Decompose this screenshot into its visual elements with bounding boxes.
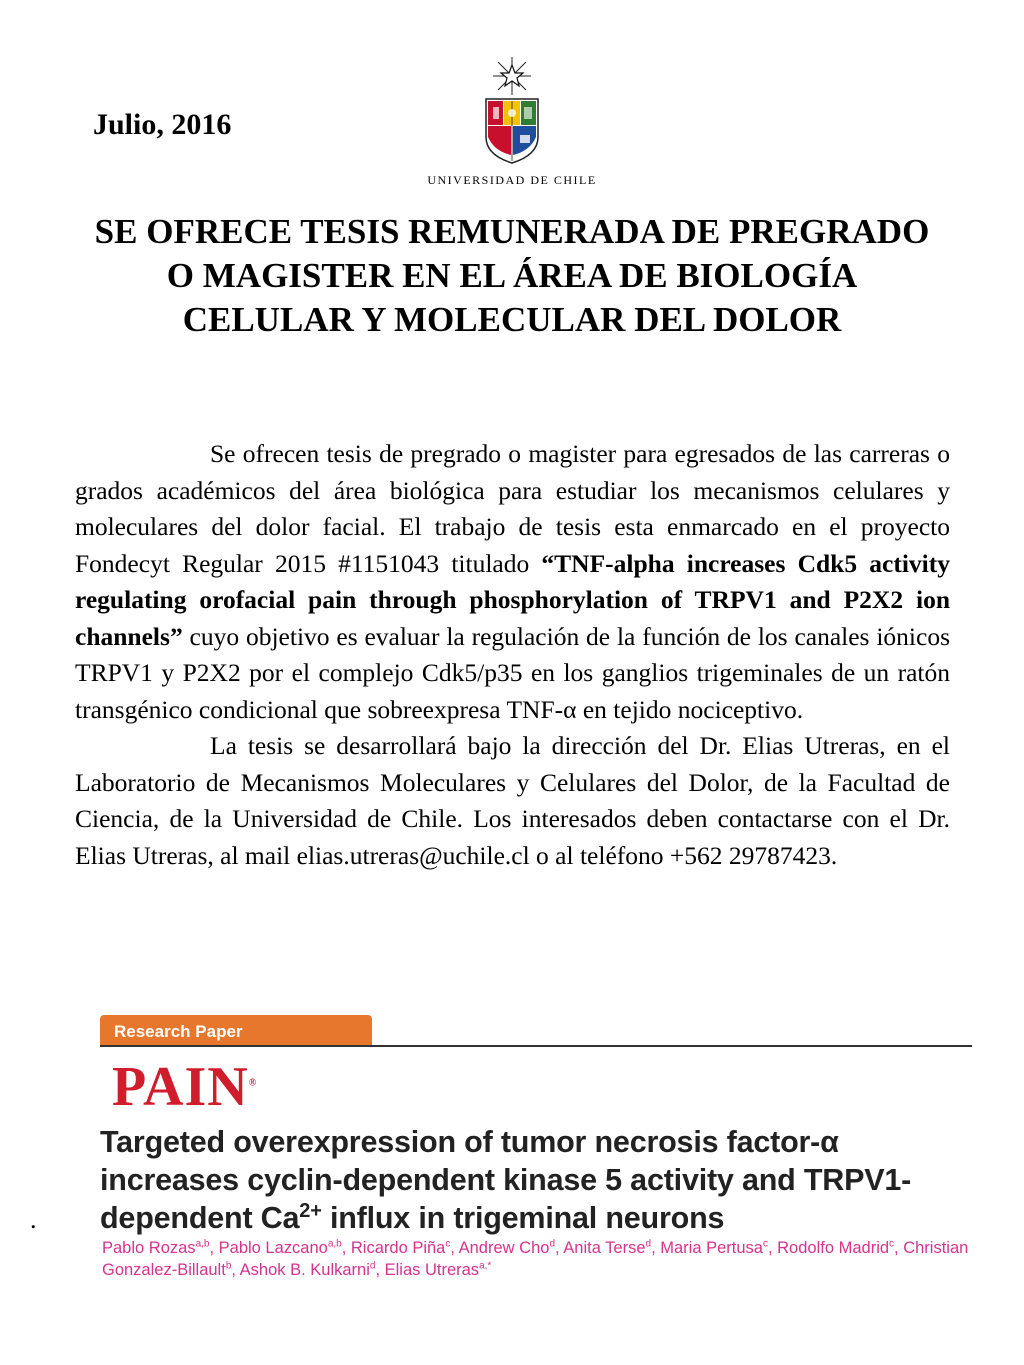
body-text [75,436,950,874]
logo-caption: UNIVERSIDAD DE CHILE [427,173,597,187]
paragraph-1 [75,436,950,728]
university-seal-icon [482,55,542,167]
author-name: Pablo Lazcano [218,1239,328,1257]
author-name: Anita Terse [563,1239,646,1257]
author-affiliation: d [549,1238,555,1250]
paper-title [100,1123,975,1237]
paper-title-superscript: 2+ [299,1199,322,1222]
author-separator: , [767,1239,778,1257]
author-affiliation: c [762,1238,768,1250]
author-name: Ashok B. Kulkarni [239,1261,370,1279]
project-title: “TNF-alpha increases Cdk5 activity regulating orofacial pain through phosphorylation of TRPV1 and P2X2 ion channels” [75,548,950,651]
paragraph-1-intro: Se ofrecen tesis de pregrado o magister para egresados de las carreras o grados académicos del área biológica para estudiar los mecanismos celulares y moleculares del dolor facial. El trabajo de tesis esta enmarcado en el proyecto Fondecyt Regular 2015 #1151043 titulado [75,439,950,578]
date: Julio, 2016 [93,108,232,141]
author-name: Rodolfo Madrid [777,1239,890,1257]
author-separator: , [450,1239,459,1257]
author-separator: , [555,1239,564,1257]
journal-title: PAIN [112,1056,249,1118]
bullet-dot: . [30,1205,37,1234]
research-paper-tab: Research Paper [100,1015,372,1045]
journal-name [112,1055,257,1119]
paragraph-1-rest: cuyo objetivo es evaluar la regulación de la función de los canales iónicos TRPV1 y P2X2 por el complejo Cdk5/p35 en los ganglios trigeminales de un ratón transgénico condicional que sobreexpresa TNF-α en tejido nociceptivo. [75,621,950,724]
author-affiliation: b [225,1260,232,1272]
registered-mark: ® [248,1077,258,1089]
paragraph-2: La tesis se desarrollará bajo la dirección del Dr. Elias Utreras, en el Laboratorio de Mecanismos Moleculares y Celulares del Dolor, de la Facultad de Ciencia, de la Universidad de Chile. Los interesados deben contactarse con el Dr. Elias Utreras, al mail elias.utreras@uchile.cl o al teléfono +562 29787423. [75,731,950,870]
author-name: Christian Gonzalez-Billault [102,1239,969,1279]
divider [100,1045,972,1047]
author-name: Elias Utreras [384,1261,480,1279]
author-affiliation: a,* [479,1260,492,1272]
author-affiliation: c [445,1238,451,1250]
author-list [102,1237,972,1281]
author-name: Maria Pertusa [660,1239,763,1257]
author-separator: , [375,1261,385,1279]
author-name: Pablo Rozas [102,1239,196,1257]
author-affiliation: d [369,1260,376,1272]
author-separator: , [231,1261,240,1279]
author-name: Ricardo Piña [350,1239,446,1257]
author-affiliation: a,b [195,1238,210,1250]
author-name: Andrew Cho [458,1239,550,1257]
headline: SE OFRECE TESIS REMUNERADA DE PREGRADO O MAGISTER EN EL ÁREA DE BIOLOGÍA CELULAR Y MOLECULAR DEL DOLOR [94,212,930,339]
paper-title-part2: influx in trigeminal neurons [321,1201,725,1235]
paper-title-part1: Targeted overexpression of tumor necrosis factor-α increases cyclin-dependent kinase 5 activity and TRPV1-dependent Ca [100,1125,912,1235]
author-separator: , [651,1239,661,1257]
author-affiliation: d [645,1238,652,1250]
university-logo [424,55,600,195]
author-affiliation: a,b [327,1238,342,1250]
author-separator: , [341,1239,351,1257]
paper-header [100,1015,972,1290]
author-affiliation: c [889,1238,895,1250]
author-separator: , [209,1239,219,1257]
author-separator: , [894,1239,904,1257]
